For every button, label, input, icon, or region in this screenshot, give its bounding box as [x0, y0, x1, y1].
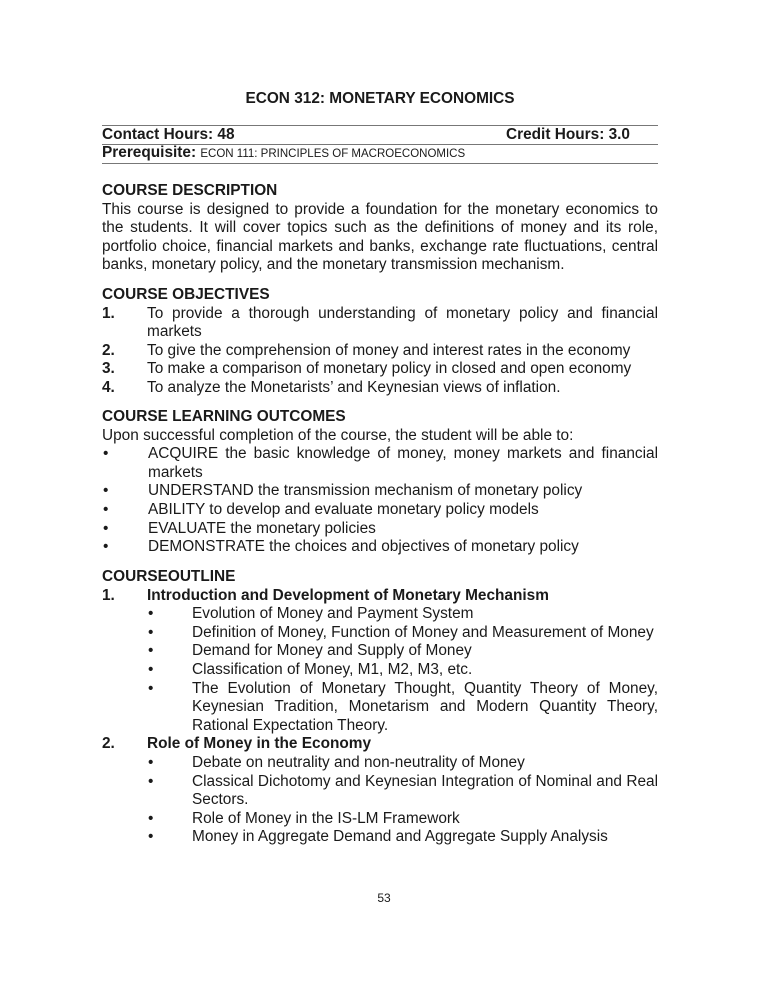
outcome-item	[102, 538, 658, 557]
prerequisite-row	[102, 144, 658, 164]
unit-title: Role of Money in the Economy	[147, 735, 372, 753]
item-text: UNDERSTAND the transmission mechanism of monetary policy	[148, 482, 583, 500]
section-heading: COURSE LEARNING OUTCOMES	[102, 408, 346, 425]
topic-item	[147, 810, 658, 829]
outcome-item	[102, 520, 658, 539]
credit-hours: Credit Hours: 3.0	[505, 125, 630, 143]
item-text: Money in Aggregate Demand and Aggregate Supply Analysis	[192, 828, 608, 846]
learning-outcomes-section	[102, 408, 658, 557]
topic-item	[147, 680, 658, 736]
outcome-item	[102, 482, 658, 501]
objective-item	[102, 360, 658, 379]
course-outline-section	[102, 568, 658, 847]
bullet-icon: •	[148, 679, 154, 697]
topic-item	[147, 754, 658, 773]
outcome-item	[102, 445, 658, 482]
outcome-item	[102, 501, 658, 520]
item-number: 4.	[102, 378, 115, 396]
topic-item	[147, 605, 658, 624]
item-text: Evolution of Money and Payment System	[192, 605, 474, 623]
section-heading: COURSE OBJECTIVES	[102, 286, 270, 303]
item-text: ABILITY to develop and evaluate monetary policy models	[148, 500, 539, 518]
description-text: This course is designed to provide a foundation for the monetary economics to the students. It will cover topics such as the definitions of money and its role, portfolio choice, financial markets and banks, exchange rate fluctuations, central banks, monetary policy, and the monetary transmission mechanism.	[102, 200, 658, 274]
course-description-section	[102, 182, 658, 275]
topic-item	[147, 624, 658, 643]
course-objectives-section	[102, 286, 658, 398]
bullet-icon: •	[148, 623, 154, 641]
item-text: The Evolution of Monetary Thought, Quantity Theory of Money, Keynesian Tradition, Monetarism and Modern Quantity Theory, Rational Expectation Theory.	[192, 679, 658, 734]
page-number: 53	[377, 891, 391, 905]
item-text: ACQUIRE the basic knowledge of money, money markets and financial markets	[148, 445, 658, 481]
bullet-icon: •	[103, 538, 109, 556]
item-text: To analyze the Monetarists’ and Keynesian views of inflation.	[147, 378, 561, 396]
bullet-icon: •	[103, 445, 109, 463]
item-number: 1.	[102, 304, 115, 322]
bullet-icon: •	[148, 809, 154, 827]
outline-unit-heading	[102, 735, 658, 754]
bullet-icon: •	[103, 519, 109, 537]
bullet-icon: •	[148, 828, 154, 846]
course-info-table	[102, 125, 658, 164]
topic-item	[147, 642, 658, 661]
course-title: ECON 312: MONETARY ECONOMICS	[245, 90, 515, 107]
unit-title: Introduction and Development of Monetary Mechanism	[147, 586, 549, 604]
outline-unit-heading	[102, 587, 658, 606]
item-text: Role of Money in the IS-LM Framework	[192, 809, 460, 827]
bullet-icon: •	[148, 772, 154, 790]
item-text: To provide a thorough understanding of monetary policy and financial markets	[147, 304, 658, 341]
outcomes-intro: Upon successful completion of the course, the student will be able to:	[102, 426, 574, 444]
topic-item	[147, 661, 658, 680]
objective-item	[102, 379, 658, 398]
item-text: Classical Dichotomy and Keynesian Integration of Nominal and Real Sectors.	[192, 772, 658, 809]
unit-topic-list	[102, 754, 658, 847]
prerequisite-label: Prerequisite:	[102, 144, 197, 162]
item-text: EVALUATE the monetary policies	[148, 519, 376, 537]
item-text: Debate on neutrality and non-neutrality of Money	[192, 753, 525, 771]
topic-item	[147, 828, 658, 847]
objective-item	[102, 342, 658, 361]
prerequisite-value: ECON 111: PRINCIPLES OF MACROECONOMICS	[200, 148, 466, 161]
hours-row	[102, 125, 658, 144]
bullet-icon: •	[148, 753, 154, 771]
unit-number: 1.	[102, 586, 115, 604]
topic-item	[147, 773, 658, 810]
item-text: Classification of Money, M1, M2, M3, etc.	[192, 660, 473, 678]
section-heading: COURSEOUTLINE	[102, 568, 236, 585]
unit-number: 2.	[102, 735, 115, 753]
unit-topic-list	[102, 605, 658, 735]
item-number: 2.	[102, 341, 115, 359]
item-text: DEMONSTRATE the choices and objectives of monetary policy	[148, 538, 579, 556]
bullet-icon: •	[148, 642, 154, 660]
item-text: To make a comparison of monetary policy in closed and open economy	[147, 360, 632, 378]
item-text: Definition of Money, Function of Money and Measurement of Money	[192, 623, 654, 641]
section-heading: COURSE DESCRIPTION	[102, 182, 278, 199]
bullet-icon: •	[148, 660, 154, 678]
item-text: Demand for Money and Supply of Money	[192, 642, 472, 660]
item-number: 3.	[102, 360, 115, 378]
item-text: To give the comprehension of money and interest rates in the economy	[147, 341, 631, 359]
bullet-icon: •	[148, 605, 154, 623]
bullet-icon: •	[103, 500, 109, 518]
contact-hours: Contact Hours: 48	[102, 125, 235, 143]
objective-item	[102, 305, 658, 342]
bullet-icon: •	[103, 482, 109, 500]
